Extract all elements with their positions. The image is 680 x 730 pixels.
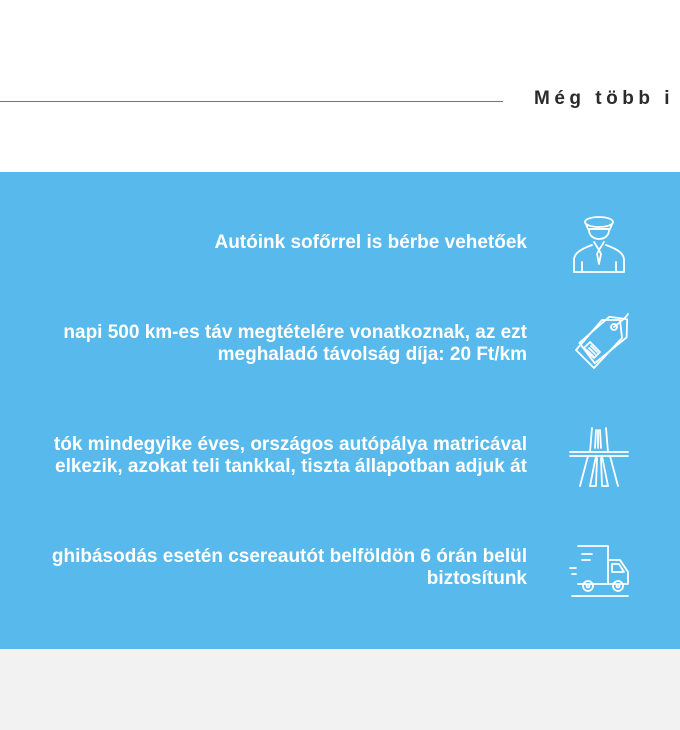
feature-text-line-1: ghibásodás esetén csereautót belföldön 6 órán belül	[51, 546, 527, 567]
section-header	[0, 0, 680, 172]
feature-text-line-2: elkezik, azokat teli tankkal, tiszta állapotban adjuk át	[55, 456, 527, 477]
highway-icon	[568, 426, 630, 488]
delivery-truck-icon	[568, 538, 630, 600]
feature-text-line-2: meghaladó távolság díja: 20 Ft/km	[217, 344, 527, 365]
feature-text-line-1: napi 500 km-es táv megtételére vonatkoznak, az ezt	[63, 322, 527, 343]
footer-band	[0, 649, 680, 730]
feature-item-replacement-car	[0, 546, 680, 606]
feature-text-line-1: tók mindegyike éves, országos autópálya matricával	[53, 434, 527, 455]
features-band	[0, 172, 680, 649]
feature-text-line-2: biztosítunk	[426, 568, 527, 589]
feature-item-chauffeur	[0, 230, 680, 290]
feature-item-highway	[0, 434, 680, 494]
feature-text	[54, 434, 527, 478]
feature-text-line-1: Autóink sofőrrel is bérbe vehetőek	[214, 232, 527, 253]
chauffeur-icon	[568, 212, 630, 274]
header-divider-line	[0, 101, 503, 102]
section-title: Még több i	[534, 88, 674, 109]
feature-item-mileage	[0, 322, 680, 382]
price-tag-icon	[568, 312, 630, 374]
feature-text	[214, 232, 527, 254]
feature-text	[52, 546, 527, 590]
feature-text	[63, 322, 527, 366]
